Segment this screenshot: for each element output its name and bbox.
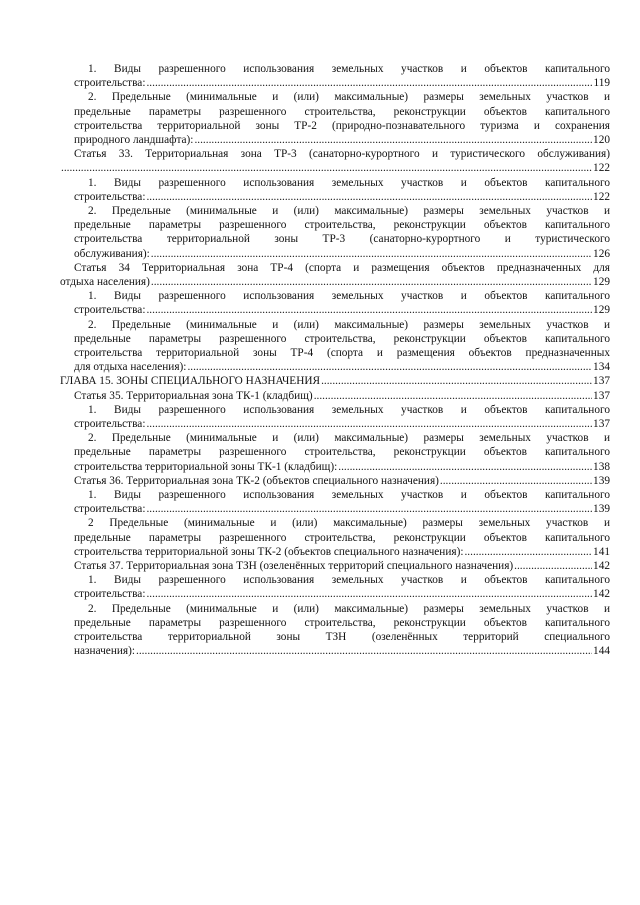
- toc-entry-text-line: строительства территориальной зоны ТР-3 (санаторно-курортного и туристического: [74, 233, 610, 246]
- toc-entry[interactable]: [74, 403, 610, 431]
- toc-entry-text-line: предельные параметры разрешенного строительства, реконструкции объектов капитального: [74, 446, 610, 459]
- toc-entry-text-line: предельные параметры разрешенного строительства, реконструкции объектов капитального: [74, 105, 610, 118]
- dot-leader: [151, 247, 592, 261]
- toc-page-number: 139: [593, 474, 610, 487]
- toc-entry-title: природного ландшафта):: [74, 134, 194, 146]
- dot-leader: [146, 417, 592, 431]
- toc-entry[interactable]: [60, 261, 610, 289]
- toc-page-number: 141: [593, 545, 610, 558]
- toc-entry-text-line: Статья 33. Территориальная зона ТР-3 (санаторно-курортного и туристического обслуживания): [74, 148, 610, 161]
- toc-entry[interactable]: [74, 176, 610, 204]
- toc-page-number: 138: [593, 460, 610, 473]
- toc-page-number: 142: [593, 560, 610, 572]
- toc-entry-title: отдыха населения): [60, 276, 150, 288]
- toc-entry-title: строительства:: [74, 77, 146, 90]
- toc-page-number: 144: [593, 645, 610, 658]
- toc-entry-title: строительства территориальной зоны ТК-2 (объектов специального назначения):: [74, 545, 464, 558]
- dot-leader: [146, 76, 592, 90]
- toc-entry[interactable]: [74, 62, 610, 90]
- toc-page-number: 139: [593, 503, 610, 516]
- toc-entry-title: обслуживания):: [74, 247, 150, 260]
- toc-entry-text-line: 1. Виды разрешенного использования земельных участков и объектов капитального: [88, 489, 610, 501]
- dot-leader: [61, 161, 592, 175]
- toc-entry[interactable]: [74, 318, 610, 375]
- dot-leader: [136, 644, 592, 658]
- toc-entry-text-line: Статья 34 Территориальная зона ТР-4 (спорта и размещения объектов предназначенных для: [74, 261, 610, 274]
- toc-entry[interactable]: [74, 147, 610, 175]
- toc-entry-text-line: 1. Виды разрешенного использования земельных участков и объектов капитального: [88, 290, 610, 303]
- toc-entry-title: строительства:: [74, 588, 146, 601]
- toc-entry[interactable]: [74, 90, 610, 147]
- toc-entry-text-line: предельные параметры разрешенного строительства, реконструкции объектов капитального: [74, 332, 610, 345]
- dot-leader: [146, 587, 592, 601]
- toc-entry-text-line: 2. Предельные (минимальные и (или) максимальные) размеры земельных участков и: [88, 602, 610, 615]
- dot-leader: [514, 559, 592, 573]
- toc-page-number: 119: [593, 77, 610, 90]
- toc-page-number: 142: [593, 588, 610, 601]
- toc-entry-text-line: 2. Предельные (минимальные и (или) максимальные) размеры земельных участков и: [88, 91, 610, 104]
- toc-entry-text-line: 2. Предельные (минимальные и (или) максимальные) размеры земельных участков и: [88, 318, 610, 331]
- toc-page-number: 129: [593, 304, 610, 317]
- toc-entry-text-line: строительства территориальной зоны ТЗН (озеленённых территорий специального: [74, 631, 610, 643]
- toc-entry-title: назначения):: [74, 645, 136, 658]
- toc-entry[interactable]: [74, 602, 610, 659]
- toc-entry-title: ГЛАВА 15. ЗОНЫ СПЕЦИАЛЬНОГО НАЗНАЧЕНИЯ: [60, 375, 321, 388]
- toc-page-number: 137: [593, 375, 610, 388]
- toc-page-number: 122: [593, 162, 610, 175]
- toc-page-number: 137: [593, 389, 610, 402]
- toc-entry-text-line: предельные параметры разрешенного строительства, реконструкции объектов капитального: [74, 616, 610, 629]
- toc-page-number: 129: [593, 276, 610, 288]
- toc-entry[interactable]: [74, 573, 610, 601]
- toc-entry-title: строительства:: [74, 418, 146, 430]
- toc-entry-title: Статья 36. Территориальная зона ТК-2 (объектов специального назначения): [74, 474, 439, 487]
- toc-entry-text-line: предельные параметры разрешенного строительства, реконструкции объектов капитального: [74, 219, 610, 232]
- toc-entry[interactable]: [60, 374, 610, 388]
- toc-entry[interactable]: [74, 431, 610, 474]
- toc-entry[interactable]: [74, 474, 610, 488]
- toc-entry-text-line: 1. Виды разрешенного использования земельных участков и объектов капитального: [88, 176, 610, 189]
- toc-entry-title: Статья 37. Территориальная зона ТЗН (озеленённых территорий специального назначения): [74, 560, 514, 572]
- toc-page-number: 134: [593, 361, 610, 374]
- dot-leader: [440, 474, 592, 488]
- toc-entry-title: строительства:: [74, 304, 146, 317]
- toc-entry-text-line: 1. Виды разрешенного использования земельных участков и объектов капитального: [88, 63, 610, 75]
- toc-entry-title: Статья 35. Территориальная зона ТК-1 (кладбищ): [74, 389, 313, 402]
- toc-entry[interactable]: [74, 389, 610, 403]
- toc-page-number: 120: [593, 134, 610, 146]
- toc-entry-text-line: предельные параметры разрешенного строительства, реконструкции объектов капитального: [74, 531, 610, 544]
- toc-page-number: 122: [593, 190, 610, 203]
- toc-entry-title: строительства:: [74, 190, 146, 203]
- toc-entry-text-line: 2. Предельные (минимальные и (или) максимальные) размеры земельных участков и: [88, 432, 610, 445]
- toc-entry-title: для отдыха населения):: [74, 361, 187, 374]
- toc-entry-text-line: строительства территориальной зоны ТР-4 (спорта и размещения объектов предназначенных: [74, 347, 610, 359]
- toc-entry-text-line: 2 Предельные (минимальные и (или) максимальные) размеры земельных участков и: [88, 517, 610, 530]
- dot-leader: [146, 190, 592, 204]
- toc-entry-text-line: строительства территориальной зоны ТР-2 (природно-познавательного туризма и сохранения: [74, 119, 610, 132]
- dot-leader: [194, 133, 592, 147]
- toc-entry[interactable]: [74, 289, 610, 317]
- toc-entry[interactable]: [74, 559, 610, 573]
- toc-entry[interactable]: [74, 488, 610, 516]
- dot-leader: [146, 502, 592, 516]
- dot-leader: [464, 545, 592, 559]
- toc-page-number: 126: [593, 247, 610, 260]
- toc-entry-text-line: 1. Виды разрешенного использования земельных участков и объектов капитального: [88, 403, 610, 416]
- dot-leader: [338, 460, 592, 474]
- toc-entry-title: строительства территориальной зоны ТК-1 (кладбищ):: [74, 460, 338, 473]
- toc-entry-text-line: 1. Виды разрешенного использования земельных участков и объектов капитального: [88, 574, 610, 587]
- toc-page-number: 137: [593, 418, 610, 430]
- dot-leader: [146, 303, 592, 317]
- dot-leader: [151, 275, 592, 289]
- toc-entry-title: строительства:: [74, 503, 146, 516]
- toc-entry-text-line: 2. Предельные (минимальные и (или) максимальные) размеры земельных участков и: [88, 205, 610, 217]
- dot-leader: [187, 360, 592, 374]
- dot-leader: [314, 389, 592, 403]
- toc-entry[interactable]: [74, 204, 610, 261]
- dot-leader: [321, 374, 592, 388]
- toc-entry[interactable]: [74, 516, 610, 559]
